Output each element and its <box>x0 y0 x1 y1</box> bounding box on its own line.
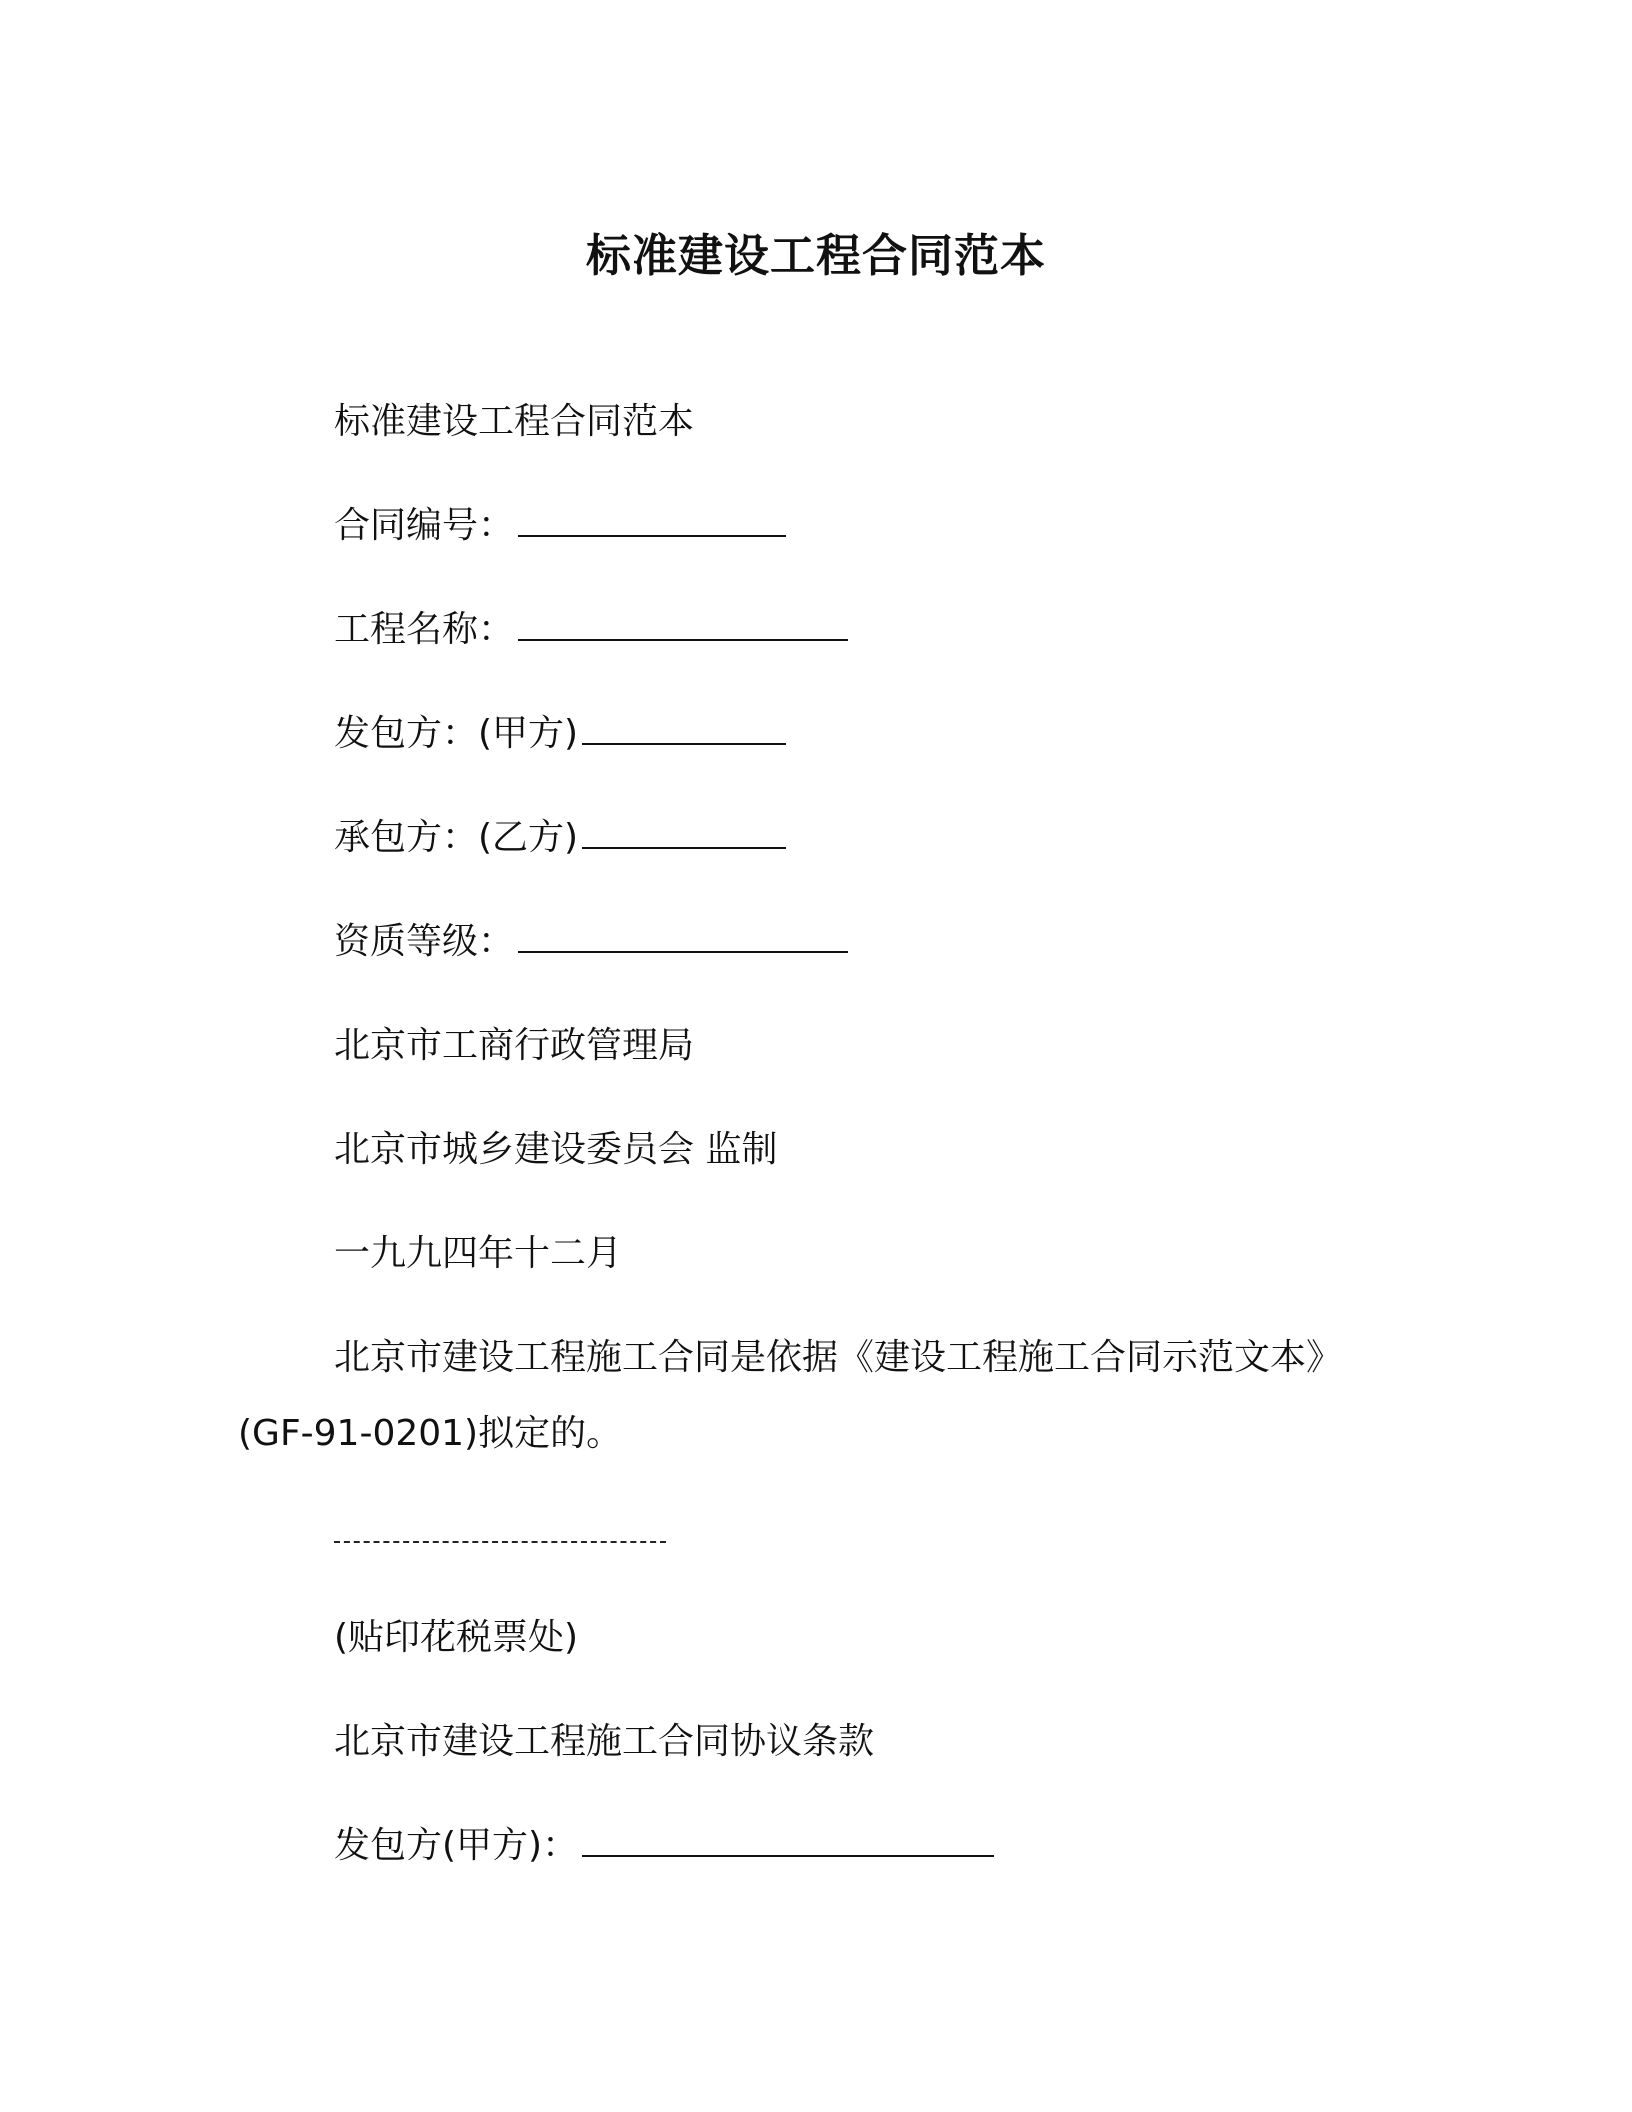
contract-number-line <box>334 502 786 550</box>
employer-line <box>334 710 786 758</box>
employer-line-2 <box>334 1822 994 1870</box>
issuer-line-1: 北京市工商行政管理局 <box>334 1025 695 1066</box>
contract-number-blank <box>518 505 786 537</box>
project-name-label: 工程名称： <box>334 609 515 650</box>
dashed-divider <box>334 1541 666 1543</box>
stamp-tax-line: (贴印花税票处) <box>334 1617 579 1658</box>
employer-blank <box>582 713 786 745</box>
qualification-label: 资质等级： <box>334 921 515 962</box>
qualification-blank <box>518 921 848 953</box>
qualification-line <box>334 918 848 966</box>
document-title: 标准建设工程合同范本 <box>585 229 1046 282</box>
employer-blank-2 <box>582 1825 994 1857</box>
subtitle-line: 标准建设工程合同范本 <box>334 401 695 442</box>
project-name-blank <box>518 609 848 641</box>
contractor-line <box>334 814 786 862</box>
project-name-line <box>334 606 848 654</box>
contract-number-label: 合同编号： <box>334 505 515 546</box>
employer-label-2: 发包方(甲方)： <box>334 1825 579 1866</box>
employer-label: 发包方：(甲方) <box>334 713 579 754</box>
contractor-blank <box>582 817 786 849</box>
basis-line-1: 北京市建设工程施工合同是依据《建设工程施工合同示范文本》 <box>334 1337 1343 1378</box>
agreement-title-line: 北京市建设工程施工合同协议条款 <box>334 1721 875 1762</box>
basis-line-2: (GF-91-0201)拟定的。 <box>238 1413 623 1454</box>
contractor-label: 承包方：(乙方) <box>334 817 579 858</box>
date-line: 一九九四年十二月 <box>334 1233 623 1274</box>
issuer-line-2: 北京市城乡建设委员会 监制 <box>334 1129 778 1170</box>
